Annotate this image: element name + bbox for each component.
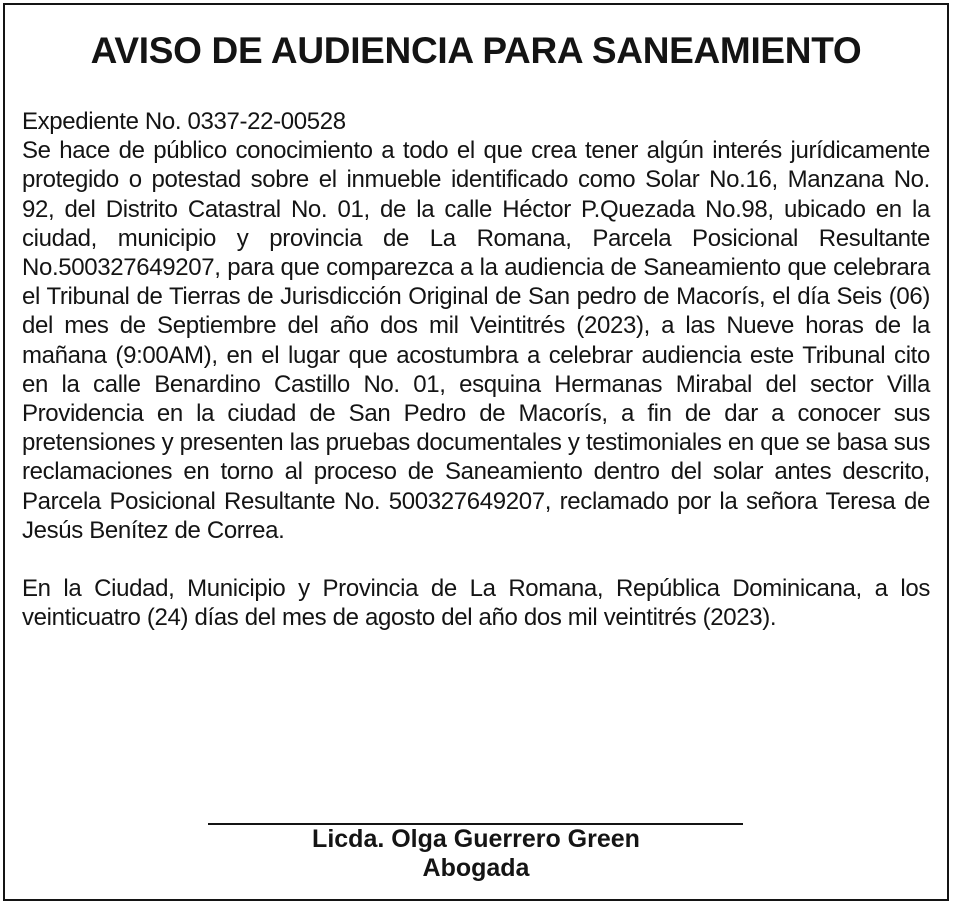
case-number: Expediente No. 0337-22-00528 (22, 108, 346, 135)
signer-role: Abogada (422, 854, 530, 882)
signer-name: Licda. Olga Guerrero Green (312, 825, 640, 853)
paragraph-spacer (22, 545, 930, 574)
notice-title: AVISO DE AUDIENCIA PARA SANEAMIENTO (90, 30, 862, 71)
legal-notice (3, 3, 949, 901)
closing-paragraph: En la Ciudad, Municipio y Provincia de La Romana, República Dominicana, a los veinticuatro (24) días del mes de agosto del año dos mil veintitrés (2023). (22, 575, 930, 632)
notice-body (22, 107, 930, 632)
notice-paragraph: Se hace de público conocimiento a todo el que crea tener algún interés jurídicamente protegido o potestad sobre el inmueble identificado como Solar No.16, Manzana No. 92, del Distrito Catastral No. 01, de la calle Héctor P.Quezada No.98, ubicado en la ciudad, municipio y provincia de La Romana, Parcela Posicional Resultante No.500327649207, para que comparezca a la audiencia de Saneamiento que celebrara el Tribunal de Tierras de Jurisdicción Original de San pedro de Macorís, el día Seis (06) del mes de Septiembre del año dos mil Veintitrés (2023), a las Nueve horas de la mañana (9:00AM), en el lugar que acostumbra a celebrar audiencia este Tribunal cito en la calle Benardino Castillo No. 01, esquina Hermanas Mirabal del sector Villa Providencia en la ciudad de San Pedro de Macorís, a fin de dar a conocer sus pretensiones y presenten las pruebas documentales y testimoniales en que se basa sus reclamaciones en torno al proceso de Saneamiento dentro del solar antes descrito, Parcela Posicional Resultante No. 500327649207, reclamado por la señora Teresa de Jesús Benítez de Correa. (22, 137, 930, 544)
